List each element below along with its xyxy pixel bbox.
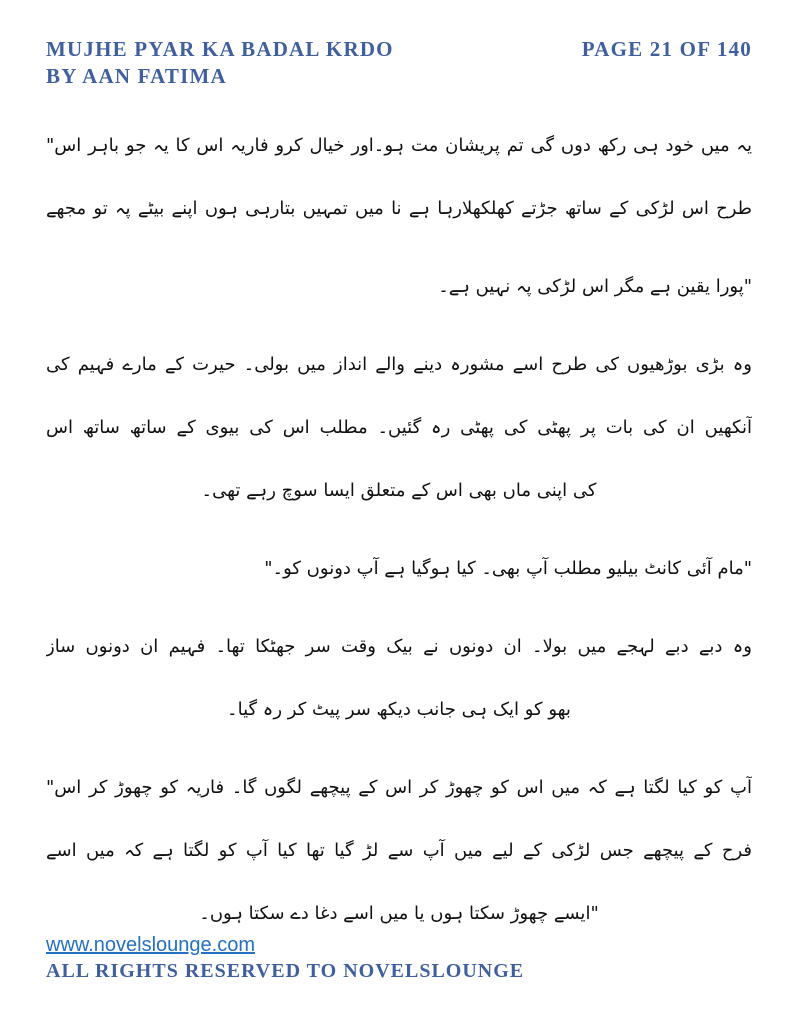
- urdu-text-line: کی اپنی ماں بھی اس کے متعلق ایسا سوچ رہے تھی۔: [201, 480, 597, 501]
- paragraph: [46, 756, 752, 945]
- paragraph: [46, 114, 752, 240]
- paragraph: [46, 255, 752, 318]
- author-line: BY AAN FATIMA: [46, 64, 227, 88]
- rights-text: ALL RIGHTS RESERVED TO NOVELSLOUNGE: [46, 960, 525, 982]
- urdu-text-line: فرح کے پیچھے جس لڑکی کے لیے میں آپ سے لڑ گیا تھا کیا آپ کو لگتا ہے کہ میں اسے: [46, 840, 752, 861]
- urdu-text-line: "پورا یقین ہے مگر اس لڑکی پہ نہیں ہے۔: [438, 276, 752, 297]
- urdu-text-line: وہ دبے دبے لہجے میں بولا۔ ان دونوں نے بیک وقت سر جھٹکا تھا۔ فہیم ان دونوں ساز: [46, 636, 752, 657]
- paragraph: [46, 615, 752, 741]
- book-title: MUJHE PYAR KA BADAL KRDO: [46, 37, 394, 61]
- paragraph: [46, 537, 752, 600]
- page-header: [46, 36, 752, 90]
- page-indicator: PAGE 21 OF 140: [581, 37, 752, 61]
- paragraph: [46, 333, 752, 522]
- urdu-text-line: "مام آئی کانٹ بیلیو مطلب آپ بھی۔ کیا ہوگیا ہے آپ دونوں کو۔": [264, 558, 752, 579]
- website-link[interactable]: www.novelslounge.com: [46, 934, 255, 956]
- urdu-text-line: یہ میں خود ہی رکھ دوں گی تم پریشان مت ہو۔اور خیال کرو فاریہ اس کا یہ جو باہر اس": [46, 135, 752, 156]
- urdu-text-line: "ایسے چھوڑ سکتا ہوں یا میں اسے دغا دے سکتا ہوں۔: [199, 903, 599, 924]
- urdu-text-line: آپ کو کیا لگتا ہے کہ میں اس کو چھوڑ کر اس کے پیچھے لگوں گا۔ فاریہ کو چھوڑ کر اس": [46, 777, 752, 798]
- urdu-text-line: طرح اس لڑکی کے ساتھ جڑتے کھلکھلارہا ہے نا میں تمہیں بتارہی ہوں اپنے بیٹے پہ تو مجھے: [46, 198, 752, 219]
- urdu-text-line: بھو کو ایک ہی جانب دیکھ سر پیٹ کر رہ گیا۔: [227, 699, 571, 720]
- page-footer: [46, 932, 524, 984]
- urdu-text-line: آنکھیں ان کی بات پر پھٹی کی پھٹی رہ گئیں۔ مطلب اس کی بیوی کے ساتھ ساتھ اس: [46, 417, 752, 438]
- urdu-text-line: وہ بڑی بوڑھیوں کی طرح اسے مشورہ دینے والے انداز میں بولی۔ حیرت کے مارے فہیم کی: [46, 354, 752, 375]
- header-left-block: [46, 36, 394, 90]
- page-body: [46, 114, 752, 945]
